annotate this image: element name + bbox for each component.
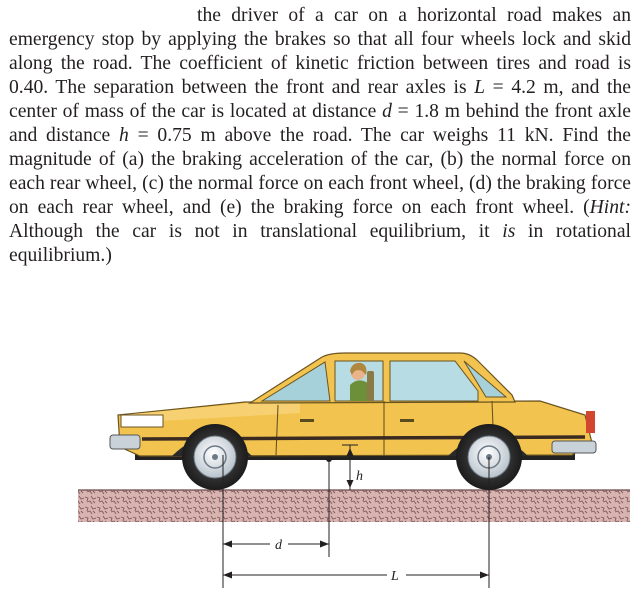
L-value: = 4.2 m, and the center of mass of the car is located at distance: [9, 77, 631, 122]
L-dimension: [223, 572, 489, 579]
road-surface: [78, 490, 630, 522]
front-wheel: [182, 424, 248, 490]
headlight: [121, 415, 163, 427]
front-bumper: [110, 435, 140, 449]
problem-statement: [9, 4, 631, 268]
hint-text-2: in rotational equilibrium.): [9, 221, 631, 266]
windshield: [262, 362, 330, 401]
rear-bumper: [552, 441, 596, 453]
center-of-mass-dot: [326, 456, 332, 462]
problem-intro: the driver of a car on a horizontal road makes an emergency stop by applying the brakes so that all four wheels lock and skid along the road. The coefficient of kinetic friction between tires and road is 0.40. The separation between the front and rear axles is: [9, 5, 631, 98]
label-L: L: [391, 569, 399, 584]
label-d: d: [275, 538, 282, 553]
hint-text-1: Although the car is not in translational equilibrium, it: [9, 221, 503, 242]
h-value-and-questions: = 0.75 m above the road. The car weighs 11 kN. Find the magnitude of (a) the braking acceleration of the car, (b) the normal force on each rear wheel, (c) the normal force on each front wheel, (d) the braking force on each rear wheel, and (e) the braking force on each front wheel. (: [9, 125, 631, 218]
car: [110, 353, 596, 460]
symbol-d: d: [382, 101, 392, 122]
symbol-L: L: [474, 77, 486, 98]
d-value: = 1.8 m behind the front axle and distance: [9, 101, 631, 146]
hint-label: Hint:: [589, 197, 631, 218]
tail-light: [586, 411, 595, 433]
symbol-h: h: [119, 125, 129, 146]
hint-emphasis: is: [502, 221, 516, 242]
car-figure: [0, 335, 640, 600]
label-h: h: [356, 469, 363, 484]
